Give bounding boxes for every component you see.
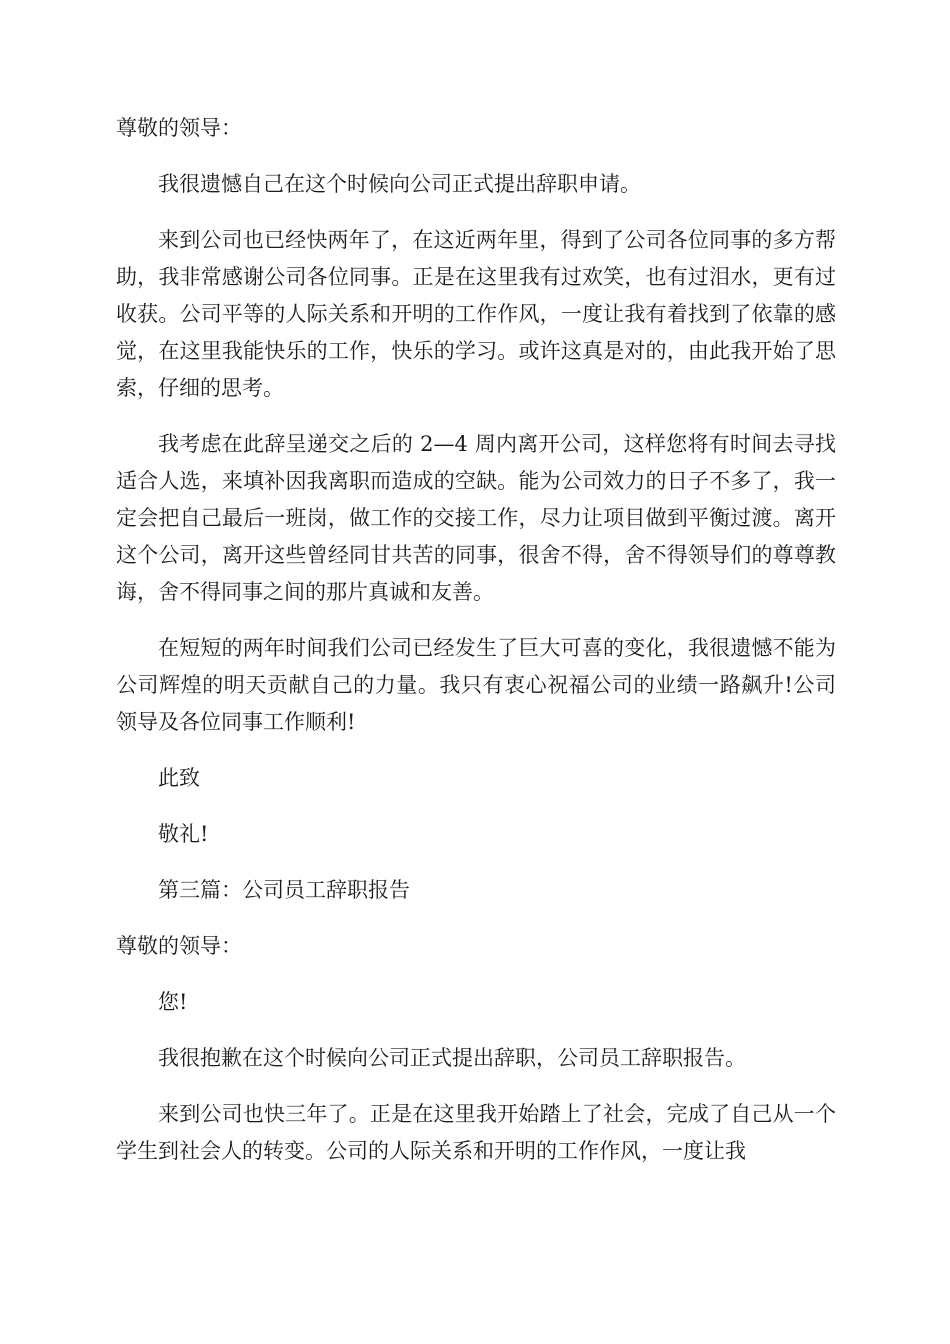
paragraph-4: 在短短的两年时间我们公司已经发生了巨大可喜的变化，我很遗憾不能为公司辉煌的明天贡献自己的力量。我只有衷心祝福公司的业绩一路飙升!公司领导及各位同事工作顺利! xyxy=(116,636,836,734)
closing-ci-zhi: 此致 xyxy=(158,766,200,790)
document-body xyxy=(116,110,836,1189)
paragraph-5: 我很抱歉在这个时候向公司正式提出辞职，公司员工辞职报告。 xyxy=(158,1046,746,1070)
greeting: 您! xyxy=(158,990,188,1014)
paragraph-1: 我很遗憾自己在这个时候向公司正式提出辞职申请。 xyxy=(158,172,641,196)
section-heading: 第三篇：公司员工辞职报告 xyxy=(158,878,410,902)
salutation-1: 尊敬的领导： xyxy=(116,116,242,140)
paragraph-2: 来到公司也已经快两年了，在这近两年里，得到了公司各位同事的多方帮助，我非常感谢公司各位同事。正是在这里我有过欢笑，也有过泪水，更有过收获。公司平等的人际关系和开明的工作作风，一度让我有着找到了依靠的感觉，在这里我能快乐的工作，快乐的学习。或许这真是对的，由此我开始了思索，仔细的思考。 xyxy=(116,228,836,400)
salutation-2: 尊敬的领导： xyxy=(116,934,242,958)
paragraph-3: 我考虑在此辞呈递交之后的 2—4 周内离开公司，这样您将有时间去寻找适合人选，来填补因我离职而造成的空缺。能为公司效力的日子不多了，我一定会把自己最后一班岗，做工作的交接工作，尽力让项目做到平衡过渡。离开这个公司，离开这些曾经同甘共苦的同事，很舍不得，舍不得领导们的尊尊教诲，舍不得同事之间的那片真诚和友善。 xyxy=(116,432,836,604)
closing-jing-li: 敬礼! xyxy=(158,822,209,846)
paragraph-6: 来到公司也快三年了。正是在这里我开始踏上了社会，完成了自己从一个学生到社会人的转变。公司的人际关系和开明的工作作风，一度让我 xyxy=(116,1102,836,1163)
